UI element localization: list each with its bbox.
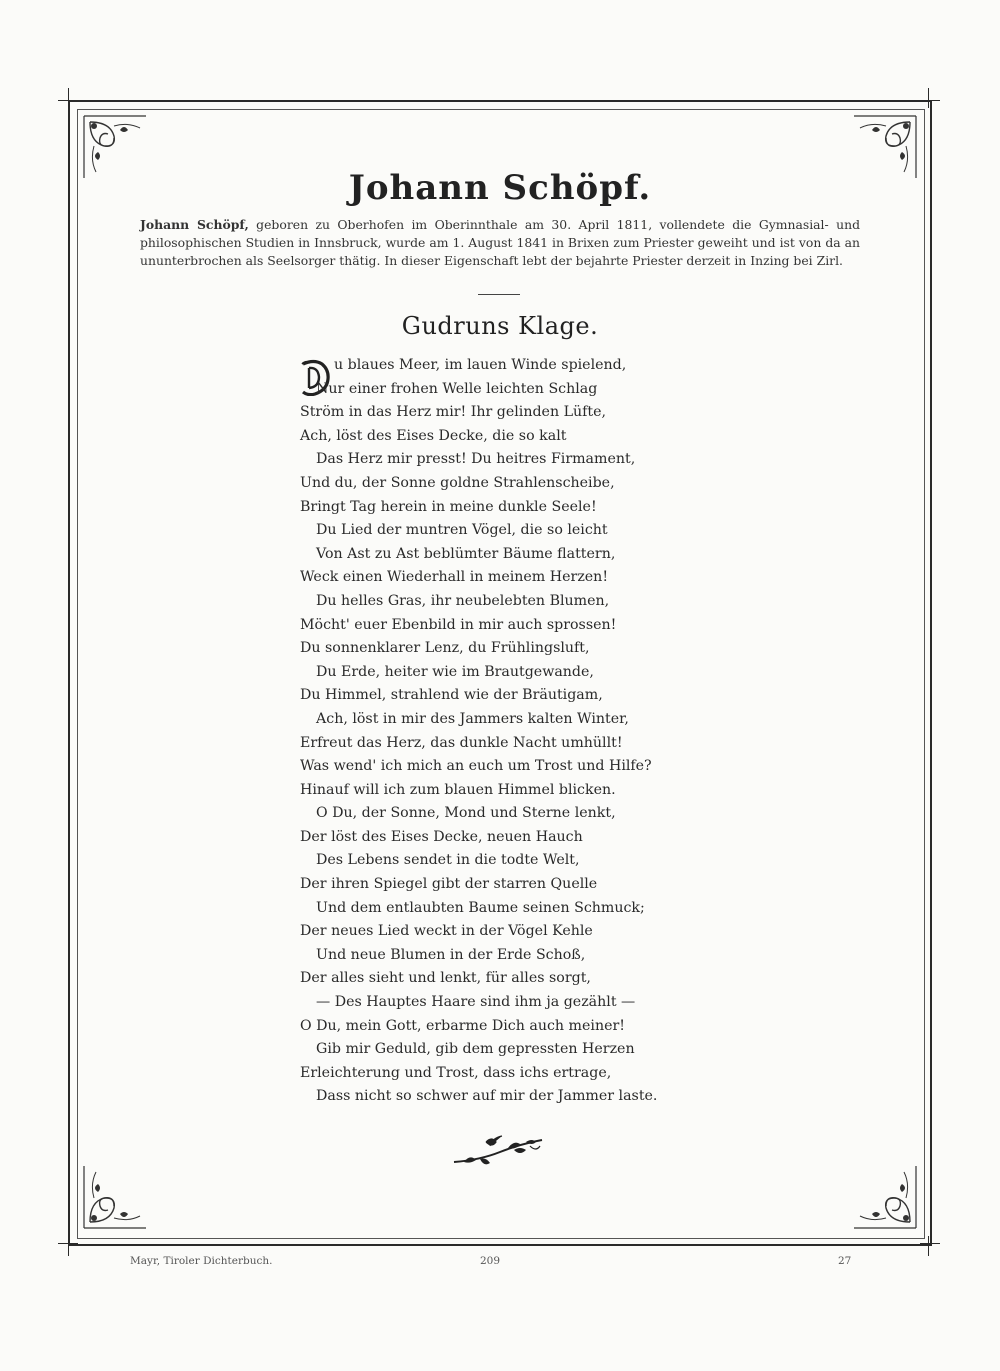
poem-line: Und neue Blumen in der Erde Schoß,	[316, 946, 586, 963]
poem-line: Bringt Tag herein in meine dunkle Seele!	[300, 498, 597, 515]
poem-line: Weck einen Wiederhall in meinem Herzen!	[300, 569, 609, 586]
poem-line: Und dem entlaubten Baume seinen Schmuck;	[316, 899, 645, 916]
poem-line: Der alles sieht und lenkt, für alles sorgt,	[300, 970, 591, 987]
poem-line: Und du, der Sonne goldne Strahlenscheibe,	[300, 474, 615, 491]
poem-line: Gib mir Geduld, gib dem gepressten Herzen	[316, 1041, 635, 1058]
poem-line: Du Himmel, strahlend wie der Bräutigam,	[300, 687, 603, 704]
poem-line: Das Herz mir presst! Du heitres Firmament,	[316, 451, 636, 468]
frame-tick	[928, 88, 929, 108]
poem-line: Der löst des Eises Decke, neuen Hauch	[300, 828, 583, 845]
poem-line: Ström in das Herz mir! Ihr gelinden Lüfte,	[300, 404, 607, 421]
poem-line: O Du, mein Gott, erbarme Dich auch meiner!	[300, 1017, 625, 1034]
poem-line-first: u blaues Meer, im lauen Winde spielend,	[334, 357, 627, 373]
author-biography	[140, 216, 860, 270]
poem-line: Du Erde, heiter wie im Brautgewande,	[316, 663, 594, 680]
footer-book-title: Mayr, Tiroler Dichterbuch.	[130, 1255, 273, 1267]
poem-title: Gudruns Klage.	[401, 312, 599, 340]
author-name: Johann Schöpf,	[140, 217, 249, 232]
poem-line: — Des Hauptes Haare sind ihm ja gezählt —	[316, 994, 636, 1011]
poem-line: Hinauf will ich zum blauen Himmel blicken.	[300, 781, 616, 798]
poem-line: Was wend' ich mich an euch um Trost und Hilfe?	[300, 758, 652, 775]
corner-ornament-icon	[80, 1162, 150, 1232]
poem-line: Du Lied der muntren Vögel, die so leicht	[316, 522, 608, 539]
poem-line: Erfreut das Herz, das dunkle Nacht umhüllt!	[300, 734, 623, 751]
poem-line: Des Lebens sendet in die todte Welt,	[316, 852, 580, 869]
frame-tick	[928, 1236, 929, 1256]
poem-line: Von Ast zu Ast beblümter Bäume flattern,	[316, 545, 616, 562]
poem-line: Du helles Gras, ihr neubelebten Blumen,	[316, 592, 610, 609]
poem-line: Nur einer frohen Welle leichten Schlag	[316, 380, 598, 397]
poem-line: Du sonnenklarer Lenz, du Frühlingsluft,	[300, 640, 590, 657]
footer-page-number: 209	[480, 1255, 501, 1267]
frame-tick	[68, 1236, 69, 1256]
poem-line: Der ihren Spiegel gibt der starren Quelle	[300, 876, 598, 893]
frame-tick	[68, 88, 69, 108]
poem-line: Der neues Lied weckt in der Vögel Kehle	[300, 923, 593, 940]
poem-line: O Du, der Sonne, Mond und Sterne lenkt,	[316, 805, 616, 822]
poem-body	[300, 354, 720, 1109]
poem-line: Erleichterung und Trost, dass ichs ertrage,	[300, 1064, 612, 1081]
floral-ornament-icon	[450, 1132, 546, 1172]
biography-text: geboren zu Oberhofen im Oberinnthale am 30. April 1811, vollendete die Gymnasial- und philosophischen Studien in Innsbruck, wurde am 1. August 1841 in Brixen zum Priester geweiht und ist von da an ununterbrochen als Seelsorger thätig. In dieser Eigenschaft lebt der bejahrte Priester derzeit in Inzing bei Zirl.	[140, 217, 861, 268]
page-title: Johann Schöpf.	[348, 168, 652, 208]
corner-ornament-icon	[850, 1162, 920, 1232]
poem-line: Ach, löst in mir des Jammers kalten Winter,	[316, 710, 629, 727]
footer-signature-number: 27	[838, 1255, 852, 1267]
poem-line: Möcht' euer Ebenbild in mir auch sprossen!	[300, 616, 617, 633]
poem-line: Ach, löst des Eises Decke, die so kalt	[300, 427, 567, 444]
poem-line: Dass nicht so schwer auf mir der Jammer laste.	[316, 1088, 658, 1105]
section-divider	[478, 294, 520, 295]
frame-tick	[920, 1243, 940, 1244]
frame-tick	[920, 100, 940, 101]
